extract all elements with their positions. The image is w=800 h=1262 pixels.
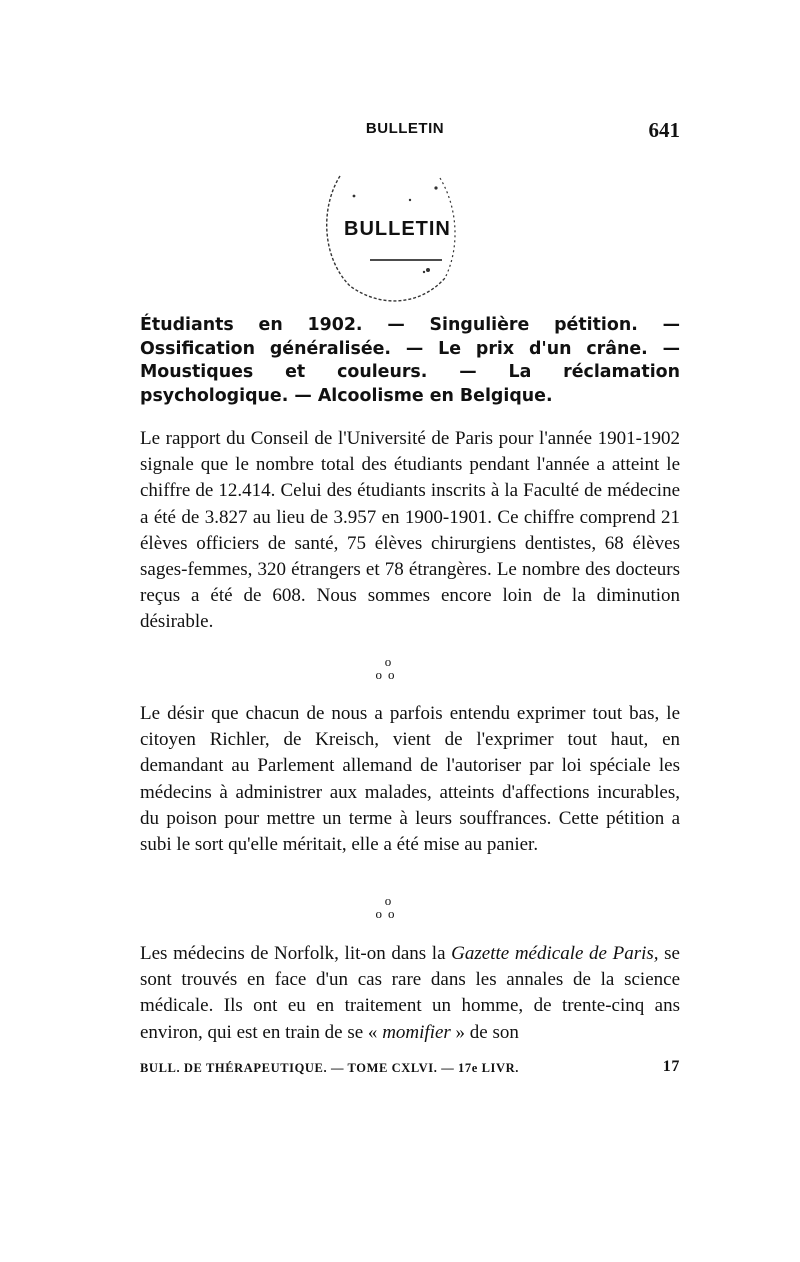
- journal-title: Gazette médicale de Paris,: [451, 943, 659, 964]
- asterism-bottom: oo: [375, 906, 401, 921]
- running-head: [140, 118, 680, 144]
- asterism-top: o: [384, 654, 392, 669]
- bulletin-vignette: [300, 148, 480, 308]
- footer-sheet-number: 17: [662, 1058, 680, 1075]
- paragraph-text: Le désir que chacun de nous a parfois entendu exprimer tout bas, le citoyen Richler, de Kreisch, vient de l'exprimer tout haut, en demandant au Parlement allemand de l'autoriser par loi spéciale les médecins à administrer aux malades, atteints d'affections incurables, du poison pour mettre un terme à leurs souffrances. Cette pétition a subi le sort qu'elle méritait, elle a été mise au panier.: [140, 703, 680, 856]
- running-title: BULLETIN: [365, 120, 445, 137]
- asterism-bottom: oo: [375, 667, 401, 682]
- page-number: 641: [648, 118, 680, 142]
- paragraph-text-start: Les médecins de Norfolk, lit-on dans la: [140, 943, 452, 964]
- article-summary: Étudiants en 1902. — Singulière pétition. — Ossification généralisée. — Le prix d'un crâne. — Moustiques et couleurs. — La réclamation psychologique. — Alcoolisme en Belgique.: [140, 315, 680, 406]
- paragraph-text: Le rapport du Conseil de l'Université de Paris pour l'année 1901-1902 signale que le nombre total des étudiants pendant l'année a atteint le chiffre de 12.414. Celui des étudiants inscrits à la Faculté de médecine a été de 3.827 au lieu de 3.957 en 1900-1901. Ce chiffre comprend 21 élèves officiers de santé, 75 élèves chirurgiens dentistes, 68 élèves sages-femmes, 320 étrangers et 78 étrangères. Le nombre des docteurs reçus a été de 608. Nous sommes encore loin de la diminution désirable.: [140, 428, 680, 633]
- footer-signature: BULL. DE THÉRAPEUTIQUE. — TOME CXLVI. — 17e LIVR.: [140, 1061, 520, 1075]
- vignette-label: BULLETIN: [344, 218, 451, 240]
- paragraph-petition: [140, 701, 680, 858]
- paragraph-text-end: » de son: [450, 1021, 519, 1043]
- paragraph-students: [140, 426, 680, 636]
- asterism-top: o: [384, 893, 392, 908]
- section-separator: [368, 655, 408, 685]
- paragraph-text-middle: se sont trouvés en face d'un cas rare dans les annales de la science médicale. Ils ont eu en traitement un homme, de trente-cinq ans environ, qui est en train de se «: [140, 943, 680, 1043]
- emphasized-word: momifier: [382, 1021, 451, 1043]
- section-separator: [368, 894, 408, 924]
- paragraph-ossification: [140, 941, 680, 1046]
- page-footer: [140, 1058, 680, 1080]
